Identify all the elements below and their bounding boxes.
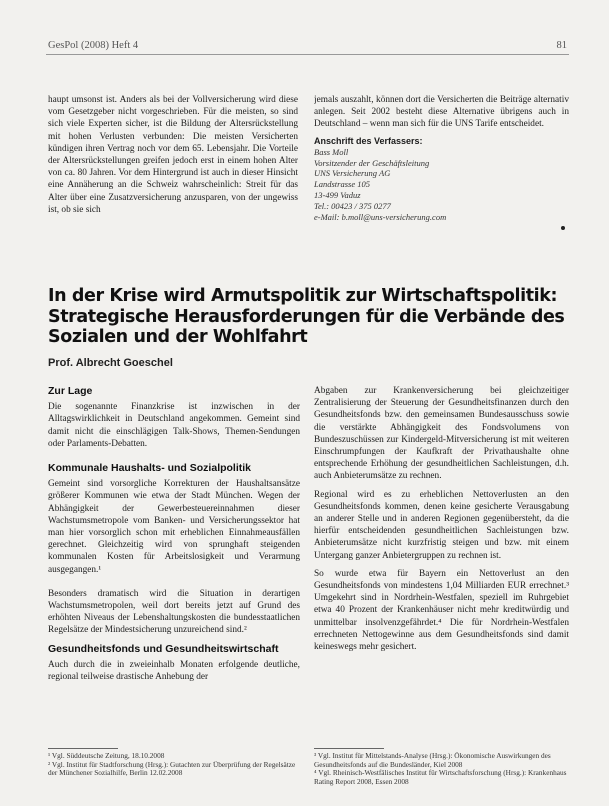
footnotes-right [314,752,569,786]
address-line: Landstrasse 105 [314,179,370,190]
article-author: Prof. Albrecht Goeschel [48,357,173,369]
address-email: e-Mail: b.moll@uns-versicherung.com [314,211,447,222]
address-line: Bass Moll [314,146,349,157]
end-of-article-bullet [561,226,565,230]
article-column-left [48,385,300,740]
address-line: 13-499 Vaduz [314,190,361,200]
footnote: ² Vgl. Institut für Stadtforschung (Hrsg.): Gutachten zur Überprüfung der Regelsätze der Münchener Sozialhilfe, Berlin 12.02.2008 [48,759,296,778]
author-address-title: Anschrift des Verfassers: [314,135,423,146]
footnote-rule [314,748,384,749]
article-title: In der Krise wird Armutspolitik zur Wirtschaftspolitik: Strategische Herausforderungen für die Verbände des Sozialen und der Wohlfahrt [48,286,565,347]
page-number: 81 [556,40,567,51]
article-column-right [314,385,569,740]
section-heading: Gesundheitsfonds und Gesundheitswirtschaft [48,642,279,655]
body-paragraph: Regional wird es zu erheblichen Nettoverlusten an den Gesundheitsfonds kommen, denen keine gesicherte Verausgabung an anderer Stelle und in anderen Regionen gegenübersteht, da die hierfür entscheidenden gesundheitlichen Sachleistungen bzw. Anbieterumsätze nicht kurzfristig steigen und bzw. mit einem Untergang ganzer Anbietergruppen zu rechnen ist. [314,489,569,561]
address-line: Vorsitzender der Geschäftsleitung [314,157,430,168]
body-paragraph: Abgaben zur Krankenversicherung bei gleichzeitiger Zentralisierung der Steuerung der Gesundheitsfinanzen durch den Gesundheitsfonds bzw. den gemeinsamen Bundesausschuss sowie die verstärkte Abhängigkeit des Fondsvolumens von Bundeszuschüssen zur Kindergeld-Mitversicherung ist mit weiteren Einschrumpfungen der Kaufkraft der Privathaushalte ohne entsprechende Erhöhung der gesundheitlichen Sachleistungen, d.h. auch Anbieterumsätze zu rechnen. [314,386,569,482]
section-paragraph: Auch durch die in zweieinhalb Monaten erfolgende deutliche, regional teilweise drastische Anhebung der [48,659,300,683]
address-line: UNS Versicherung AG [314,168,391,179]
previous-article-text-right: jemals auszahlt, können dort die Versicherten die Beiträge alternativ anlegen. Seit 2002 besteht diese Alternative übrigens auch in Deutschland – wenn man sich für die UNS Tarife entscheidet. [314,95,569,130]
footnote: ¹ Vgl. Süddeutsche Zeitung, 18.10.2008 [48,751,165,760]
footnote: ⁴ Vgl. Rheinisch-Westfälisches Institut für Wirtschaftsforschung (Hrsg.): Krankenhaus Rating Report 2008, Essen 2008 [314,768,567,786]
footnote: ³ Vgl. Institut für Mittelstands-Analyse (Hrsg.): Ökonomische Auswirkungen des Gesundheitsfonds auf die Bundesländer, Kiel 2008 [314,751,551,769]
header-rule [46,54,569,55]
footnotes-left [48,752,300,778]
section-paragraph: Die sogenannte Finanzkrise ist inzwischen in der Alltagswirklichkeit in Deutschland angekommen. Gemeint sind damit nicht die einschlägigen Talk-Shows, Themen-Sendungen oder Parlaments-Debatten. [48,402,300,449]
section-paragraph: Besonders dramatisch wird die Situation in derartigen Wachstumsmetropolen, weil dort bereits jetzt auf Grund des erhöhten Niveaus der Lebenshaltungskosten die bundesstaatlichen Regelsätze der Mindestsicherung unzureichend sind.² [48,588,300,636]
section-paragraph: Gemeint sind vorsorgliche Korrekturen der Haushaltsansätze größerer Kommunen wie etwa der Stadt München. Wegen der Abhängigkeit der Gewerbesteuereinnahmen dieser Wachstumsmetropole vom Banken- und Versicherungssektor hat man hier vorsorglich schon mit erheblichen Einnahmeausfällen gerechnet. Gleichzeitig wird von sprunghaft steigenden kommunalen Kosten für Arbeitslosigkeit und Verarmung ausgegangen.¹ [48,479,300,575]
running-head: GesPol (2008) Heft 4 [48,40,139,51]
section-heading: Zur Lage [48,385,93,397]
previous-article-text-left: haupt umsonst ist. Anders als bei der Vollversicherung wird diese vom Gesetzgeber nicht vorgeschrieben. Für die meisten, so sind sich viele Experten sicher, ist die Bildung der Altersrückstellung mit hohen Verlusten verbunden: Die meisten Versicherten kündigen ihren Vertrag noch vor dem 65. Lebensjahr. Die Vorteile der Altersrückstellungen greifen jedoch erst in einem hohen Alter von ca. 80 Jahren. Vor dem Hintergrund ist auch in dieser Hinsicht eine Annäherung an die Schweiz wahrscheinlich: Streit für das Alter über eine Zusatzversicherung anzusparen, von der ungewiss ist, ob sie sich [48,95,298,215]
footnote-rule [48,748,118,749]
previous-article-column-right [314,94,569,242]
address-line: Tel.: 00423 / 375 0277 [314,200,391,211]
body-paragraph: So wurde etwa für Bayern ein Nettoverlust an den Gesundheitsfonds von mindestens 1,04 Milliarden EUR errechnet.³ Umgekehrt sind in Nordrhein-Westfalen, speziell im Ruhrgebiet etwa 40 Prozent der Krankenhäuser nicht mehr kreditwürdig und unmittelbar insolvenzgefährdet.⁴ Die für Nordrhein-Westfalen errechneten Nettogewinne aus dem Gesundheitsfonds sind damit keineswegs mehr gesichert. [314,568,569,653]
previous-article-column-left [48,94,298,242]
section-heading: Kommunale Haushalts- und Sozialpolitik [48,462,252,475]
